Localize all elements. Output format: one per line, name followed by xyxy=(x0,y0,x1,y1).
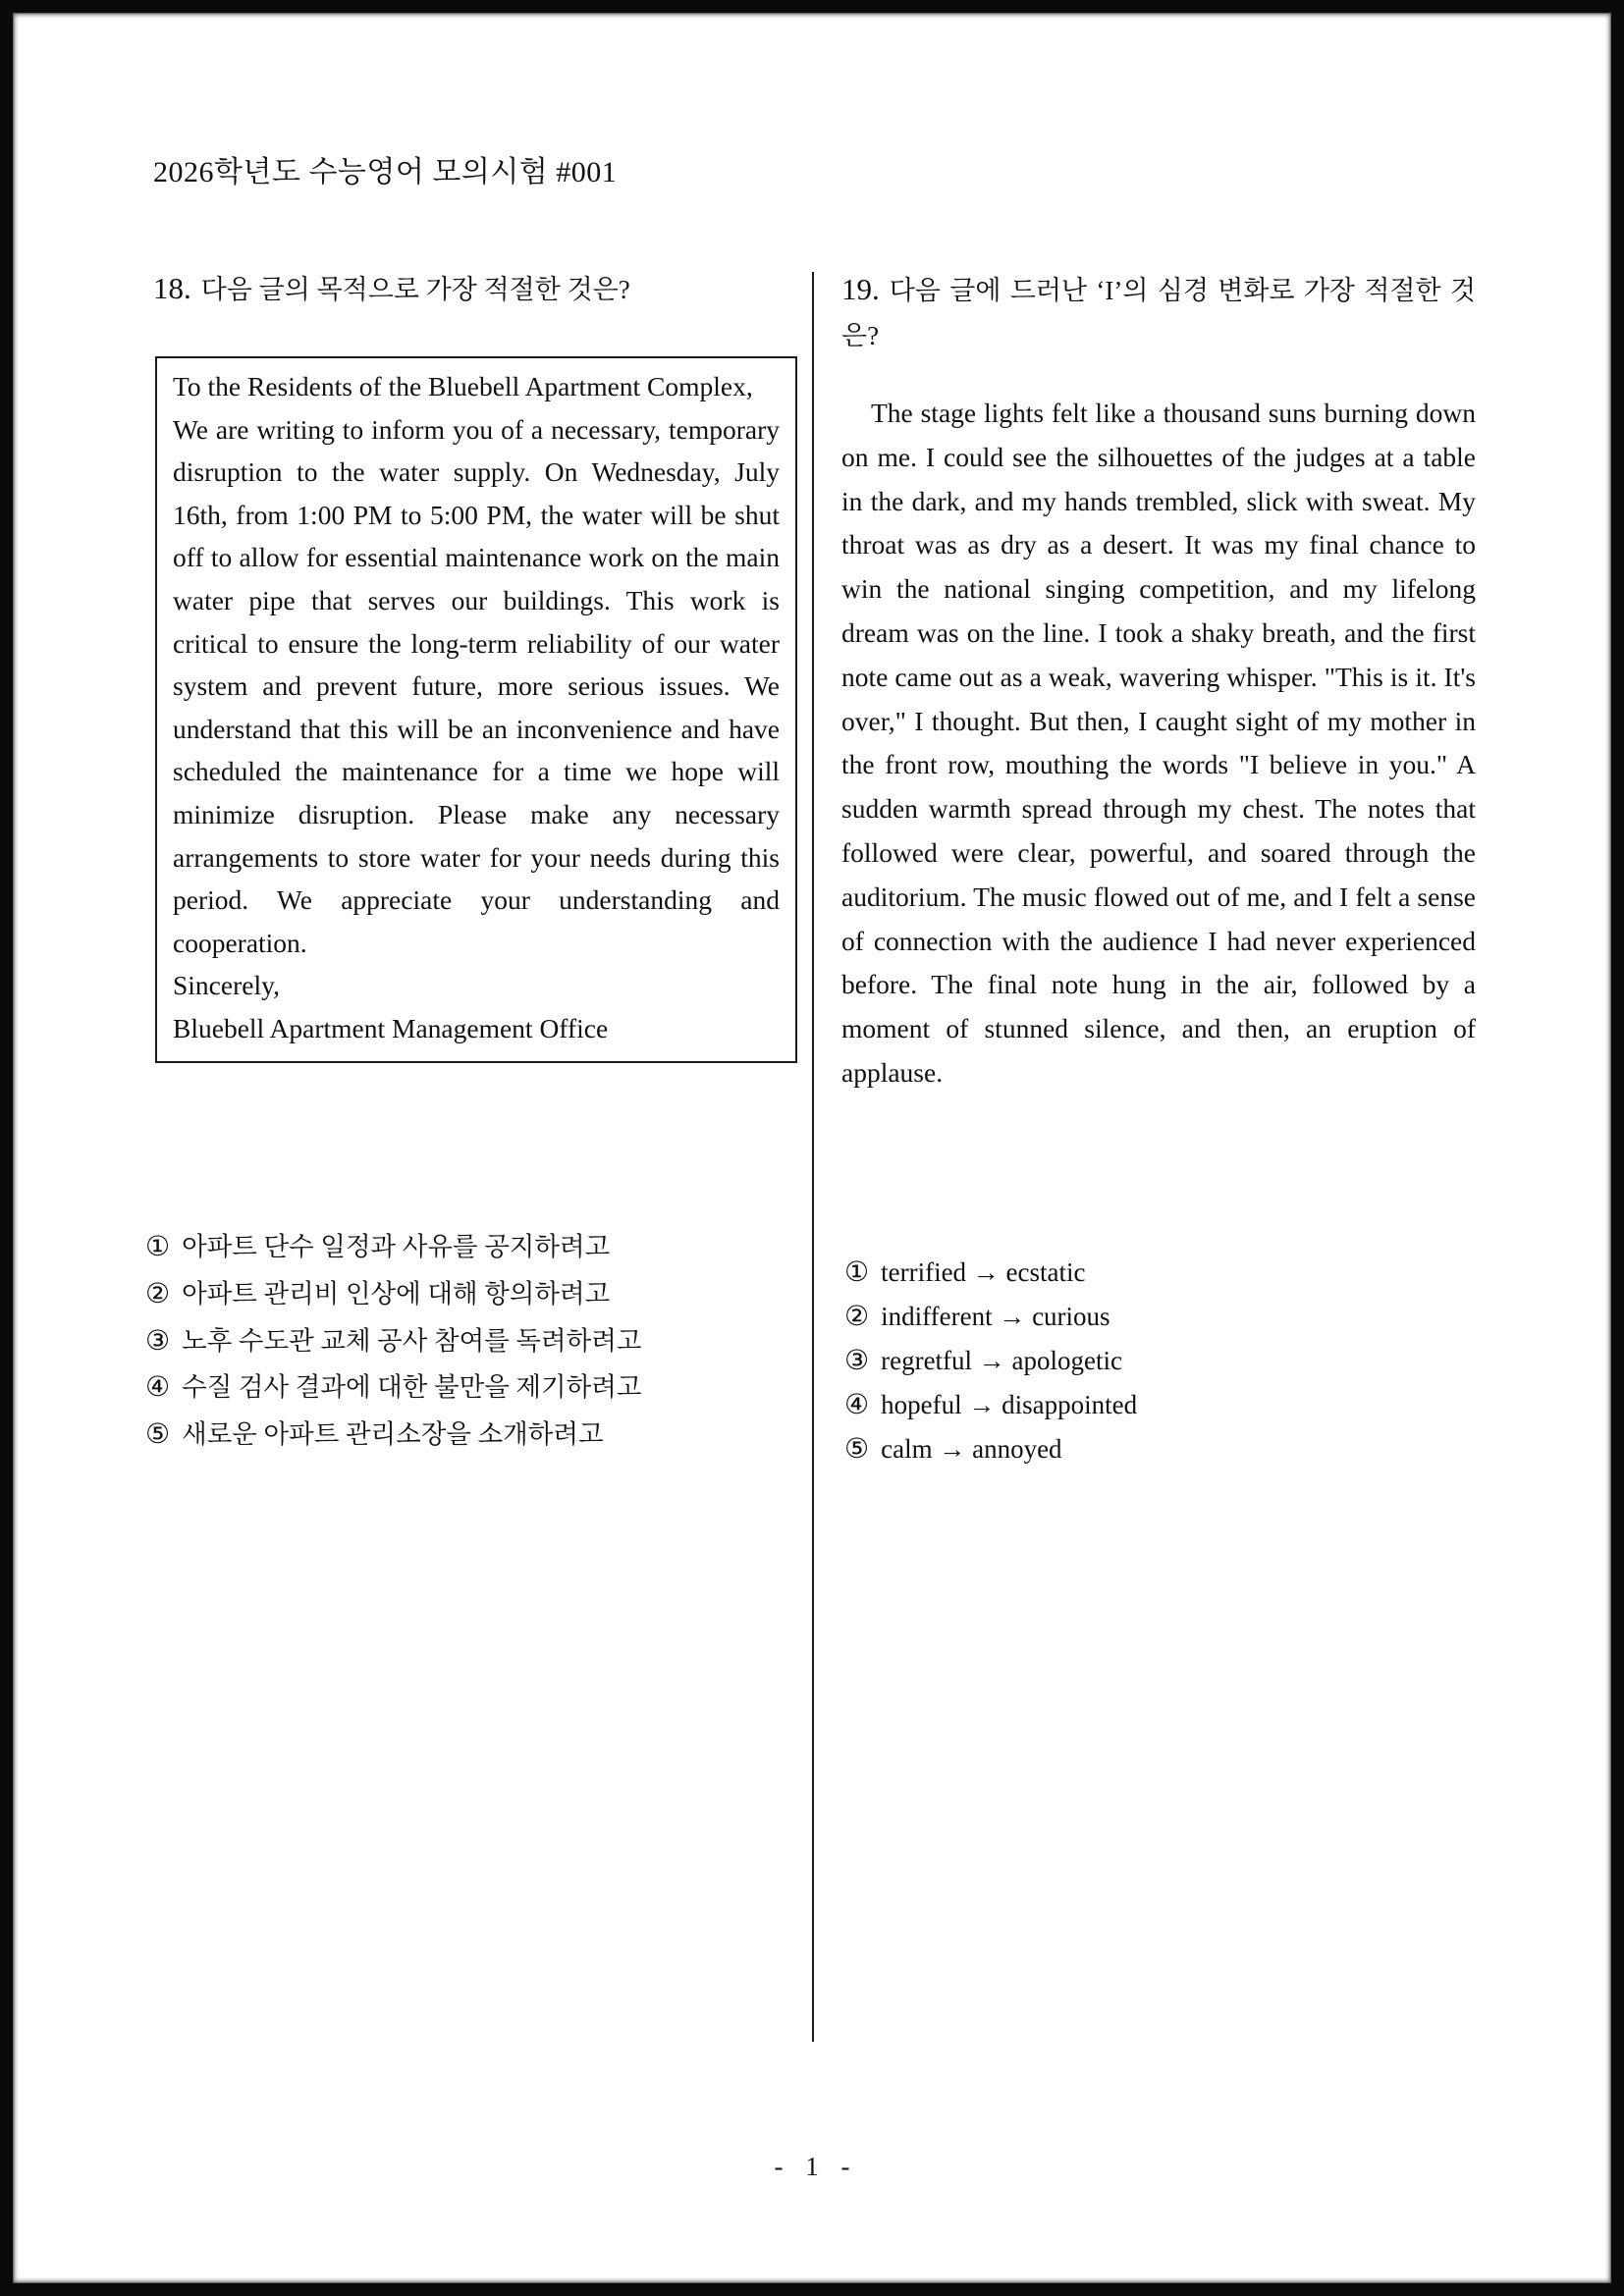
choice-18-2-text: 아파트 관리비 인상에 대해 항의하려고 xyxy=(182,1278,611,1308)
choice-18-1-text: 아파트 단수 일정과 사유를 공지하려고 xyxy=(182,1232,611,1261)
question-18-number: 18. xyxy=(153,271,191,305)
choice-19-5 xyxy=(844,1427,1137,1471)
choice-18-3-text: 노후 수도관 교체 공사 참여를 독려하려고 xyxy=(182,1325,642,1356)
exam-header: 2026학년도 수능영어 모의시험 #001 xyxy=(153,156,618,188)
passage-signature: Bluebell Apartment Management Office xyxy=(173,1012,609,1043)
passage-closing: Sincerely, xyxy=(173,970,280,1001)
choice-18-2 xyxy=(145,1271,641,1318)
question-19-passage: The stage lights felt like a thousand suns burning down on me. I could see the silhouettes of the judges at a table in the dark, and my hands trembled, slick with sweat. My throat was as dry as a desert. It was my final chance to win the national singing competition, and my lifelong dream was on the line. I took a shaky breath, and the first note came out as a weak, wavering whisper. "This is it. It's over," I thought. But then, I caught sight of my mother in the front row, mouthing the words "I believe in you." A sudden warmth spread through my chest. The notes that followed were clear, powerful, and soared through the auditorium. The music flowed out of me, and I felt a sense of connection with the audience I had never experienced before. The final note hung in the air, followed by a moment of stunned silence, and then, an eruption of applause. xyxy=(841,398,1476,1088)
page-number: - 1 - xyxy=(774,2152,850,2181)
choice-18-2-marker: ② xyxy=(145,1278,171,1309)
choice-19-2 xyxy=(844,1295,1137,1339)
choice-19-1-marker: ① xyxy=(844,1257,870,1288)
question-19-choices xyxy=(844,1251,1137,1471)
choice-19-3 xyxy=(844,1339,1137,1383)
choice-18-3 xyxy=(145,1318,641,1365)
question-18-passage-box xyxy=(155,356,797,1063)
choice-18-5-text: 새로운 아파트 관리소장을 소개하려고 xyxy=(182,1419,604,1450)
choice-19-4-text: hopeful → disappointed xyxy=(881,1390,1138,1419)
choice-19-4 xyxy=(844,1383,1137,1427)
choice-19-2-text: indifferent → curious xyxy=(881,1302,1110,1331)
question-18-title xyxy=(153,267,799,311)
question-19-text: 다음 글에 드러난 ‘I’의 심경 변화로 가장 적절한 것은? xyxy=(841,276,1476,350)
choice-18-5 xyxy=(145,1412,641,1459)
question-18-choices xyxy=(145,1224,641,1459)
question-18-text: 다음 글의 목적으로 가장 적절한 것은? xyxy=(200,275,630,304)
column-divider xyxy=(812,272,814,2042)
choice-19-3-marker: ③ xyxy=(844,1346,870,1376)
choice-18-3-marker: ③ xyxy=(145,1325,171,1357)
choice-19-5-marker: ⑤ xyxy=(844,1434,870,1465)
passage-salutation: To the Residents of the Bluebell Apartment Complex, xyxy=(173,371,753,401)
choice-19-1-text: terrified → ecstatic xyxy=(881,1257,1086,1287)
choice-19-2-marker: ② xyxy=(844,1302,870,1332)
question-19-title xyxy=(841,267,1476,358)
choice-18-4-marker: ④ xyxy=(145,1372,171,1404)
choice-19-4-marker: ④ xyxy=(844,1390,870,1420)
choice-18-4 xyxy=(145,1364,641,1412)
choice-19-5-text: calm → annoyed xyxy=(881,1434,1062,1464)
choice-18-5-marker: ⑤ xyxy=(145,1419,171,1451)
question-19-number: 19. xyxy=(841,272,880,306)
choice-19-1 xyxy=(844,1251,1137,1295)
passage-body: We are writing to inform you of a necessary, temporary disruption to the water supply. On Wednesday, July 16th, from 1:00 PM to 5:00 PM, the water will be shut off to allow for essential maintenance work on the main water pipe that serves our buildings. This work is critical to ensure the long-term reliability of our water system and prevent future, more serious issues. We understand that this will be an inconvenience and have scheduled the maintenance for a time we hope will minimize disruption. Please make any necessary arrangements to store water for your needs during this period. We appreciate your understanding and cooperation. xyxy=(173,413,780,958)
choice-18-4-text: 수질 검사 결과에 대한 불만을 제기하려고 xyxy=(182,1372,642,1403)
choice-18-1 xyxy=(145,1224,641,1271)
choice-18-1-marker: ① xyxy=(145,1232,171,1262)
choice-19-3-text: regretful → apologetic xyxy=(881,1346,1123,1375)
